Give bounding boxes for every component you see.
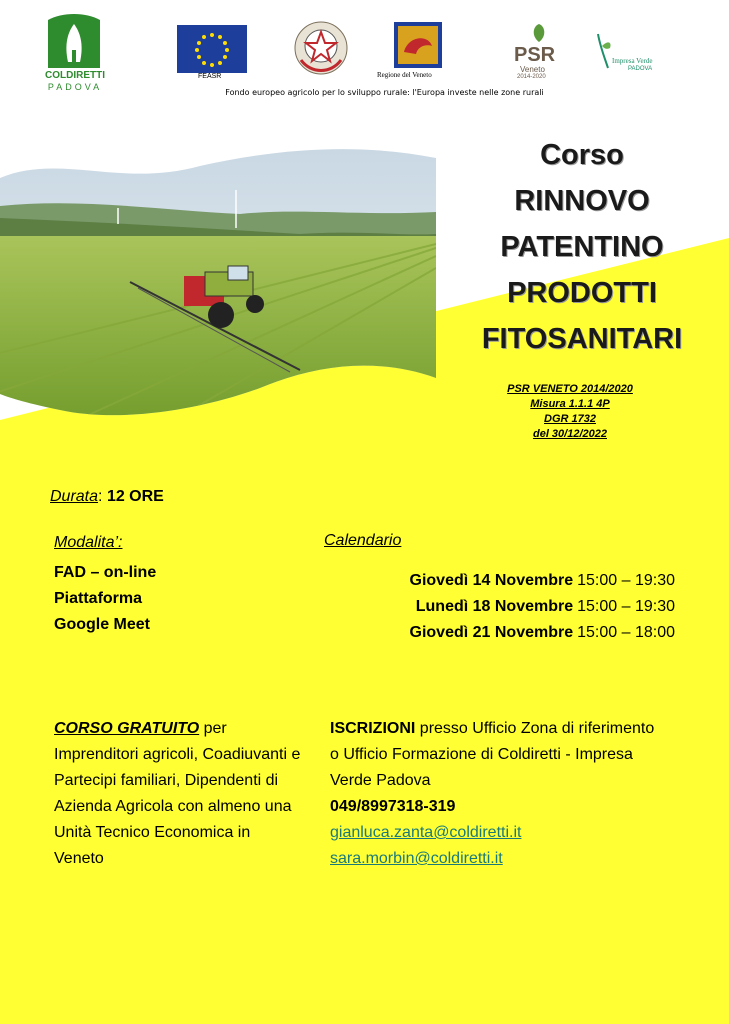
psr-label: PSR [514,44,556,66]
course-title [462,132,702,362]
calendar-row [300,568,675,594]
modalita-line-1: FAD – on-line [54,564,157,581]
calendar-day: Giovedì 14 Novembre [409,572,574,589]
durata-row [50,488,164,506]
calendar-time: 15:00 – 18:00 [577,624,675,641]
modalita-line-2: Piattaforma [54,590,143,607]
corso-gratuito-text: per Imprenditori agricoli, Coadiuvanti e Partecipi familiari, Dipendenti di Azienda Agricola con almeno una Unità Tecnico Economica in Veneto [54,720,301,867]
psr-info-line-4: del 30/12/2022 [532,428,607,440]
calendar-row [300,620,675,646]
regione-veneto-label: Regione del Veneto [377,71,432,79]
calendar-time: 15:00 – 19:30 [577,598,675,615]
corso-gratuito-label: CORSO GRATUITO [54,720,200,737]
calendar-row [300,594,675,620]
calendar-schedule [300,568,675,646]
psr-sub-label: Veneto [520,65,545,74]
title-line-5: FITOSANITARI [481,323,683,355]
impresa-verde-city: PADOVA [628,66,653,72]
feasr-label: FEASR [198,73,222,80]
title-line-1: Corso [540,139,624,171]
iscrizioni-block [330,716,660,872]
iscrizioni-label: ISCRIZIONI [330,720,416,737]
calendar-day: Giovedì 21 Novembre [409,624,574,641]
iscrizioni-text: presso Ufficio Zona di riferimento o Ufficio Formazione di Coldiretti - Impresa Verde Padova [330,720,655,789]
logo-bar [0,0,729,110]
durata-separator: : [98,488,103,505]
regione-veneto-logo [394,22,442,68]
psr-info-line-2: Misura 1.1.1 4P [530,398,610,410]
psr-info-block [480,382,660,442]
psr-leaf-icon [529,22,549,44]
modalita-label: Modalita’: [54,534,123,551]
eu-flag-logo [177,25,247,73]
phone-number: 049/8997318-319 [330,798,456,815]
fondo-europeo-tagline: Fondo europeo agricolo per lo sviluppo rurale: l'Europa investe nelle zone rurali [225,88,544,97]
tractor-field-image [0,148,436,428]
psr-info-line-1: PSR VENETO 2014/2020 [507,383,633,395]
email-link-zanta[interactable]: gianluca.zanta@coldiretti.it [330,824,522,841]
coldiretti-city: PADOVA [47,82,103,92]
title-line-3: PATENTINO [500,231,664,263]
email-link-morbin[interactable]: sara.morbin@coldiretti.it [330,850,503,867]
durata-value: 12 ORE [106,488,164,505]
title-line-2: RINNOVO [514,185,650,217]
calendario-label: Calendario [324,532,402,549]
calendar-day: Lunedì 18 Novembre [415,598,574,615]
modalita-details [54,560,156,638]
durata-label: Durata [50,488,99,505]
corso-gratuito-block [54,716,304,872]
coldiretti-name: COLDIRETTI [45,70,105,81]
title-line-4: PRODOTTI [507,277,657,309]
impresa-verde-label: Impresa Verde [612,57,653,65]
psr-years-label: 2014-2020 [517,74,546,80]
impresa-verde-icon [594,30,614,70]
italian-republic-emblem [293,20,349,76]
modalita-line-3: Google Meet [54,616,151,633]
psr-info-line-3: DGR 1732 [544,413,596,425]
calendar-time: 15:00 – 19:30 [577,572,675,589]
